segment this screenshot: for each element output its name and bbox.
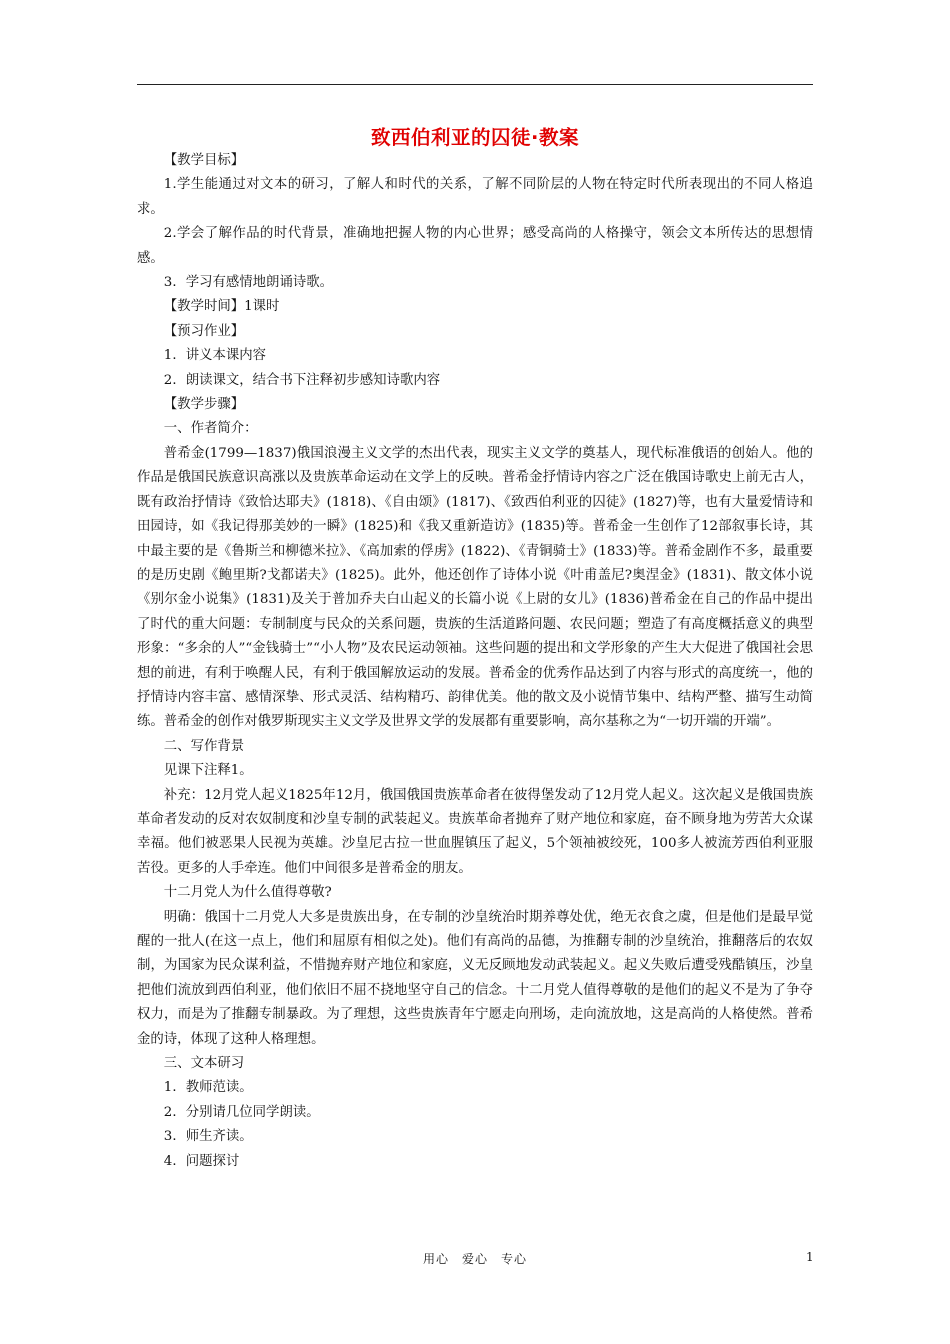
author-paragraph: 普希金(1799—1837)俄国浪漫主义文学的杰出代表，现实主义文学的奠基人，现代标准俄语的创始人。他的作品是俄国民族意识高涨以及贵族革命运动在文学上的反映。普希金抒情诗内容之广泛在俄国诗歌史上前无古人，既有政治抒情诗《致恰达耶夫》(1818)、《自由颂》(1817)、《致西伯利亚的囚徒》(1827)等，也有大量爱情诗和田园诗，如《我记得那美妙的一瞬》(1825)和《我又重新造访》(1835)等。普希金一生创作了12部叙事长诗，其中最主要的是《鲁斯兰和柳德米拉》、《高加索的俘虏》(1822)、《青铜骑士》(1833)等。普希金剧作不多，最重要的是历史剧《鲍里斯?戈都诺夫》(1825)。此外，他还创作了诗体小说《叶甫盖尼?奥涅金》(1831)、散文体小说《别尔金小说集》(1831)及关于普加乔夫白山起义的长篇小说《上尉的女儿》(1836)普希金在自己的作品中提出了时代的重大问题：专制制度与民众的关系问题，贵族的生活道路问题、农民问题；塑造了有高度概括意义的典型形象：“多余的人”“金钱骑士”“小人物”及农民运动领袖。这些问题的提出和文学形象的产生大大促进了俄国社会思想的前进，有利于唤醒人民，有利于俄国解放运动的发展。普希金的优秀作品达到了内容与形式的高度统一，他的抒情诗内容丰富、感情深挚、形式灵活、结构精巧、韵律优美。他的散文及小说情节集中、结构严整、描写生动简练。普希金的创作对俄罗斯现实主义文学及世界文学的发展都有重要影响，高尔基称之为“一切开端的开端”。 (137, 445, 813, 730)
subheading-background: 二、写作背景 (163, 738, 245, 754)
goal-item-3: 3．学习有感情地朗诵诗歌。 (163, 275, 334, 291)
preview-item-1: 1．讲义本课内容 (163, 348, 267, 364)
page-number: 1 (806, 1250, 814, 1264)
section-heading-goals: 【教学目标】 (163, 153, 245, 168)
study-item-1: 1．教师范读。 (163, 1080, 253, 1096)
supplement-paragraph: 补充：12月党人起义1825年12月，俄国俄国贵族革命者在彼得堡发动了12月党人起义。这次起义是俄国贵族革命者发动的反对农奴制度和沙皇专制的武装起义。贵族革命者抛弃了财产地位和家庭，奋不顾身地为劳苦大众谋幸福。他们被恶果人民视为英雄。沙皇尼古拉一世血腥镇压了起义，5个领袖被绞死，100多人被流芳西伯利亚服苦役。更多的人手牵连。他们中间很多是普希金的朋友。 (137, 787, 813, 876)
document-title: 致西伯利亚的囚徒·教案 (371, 126, 579, 149)
study-item-4: 4．问题探讨 (163, 1153, 240, 1169)
goal-item-2: 2.学会了解作品的时代背景，准确地把握人物的内心世界；感受高尚的人格操守，领会文本所传达的思想情感。 (137, 226, 813, 266)
section-heading-steps: 【教学步骤】 (163, 397, 245, 413)
background-note: 见课下注释1。 (163, 763, 253, 779)
subheading-text-study: 三、文本研习 (163, 1056, 245, 1072)
header-rule (137, 84, 813, 85)
goal-item-1: 1.学生能通过对文本的研习，了解人和时代的关系，了解不同阶层的人物在特定时代所表现出的不同人格追求。 (137, 177, 813, 217)
preview-item-2: 2．朗读课文，结合书下注释初步感知诗歌内容 (163, 372, 441, 388)
subheading-author: 一、作者简介： (163, 421, 258, 437)
study-item-2: 2．分别请几位同学朗读。 (163, 1104, 320, 1120)
answer-paragraph: 明确：俄国十二月党人大多是贵族出身，在专制的沙皇统治时期养尊处优，绝无衣食之虞，但是他们是最早觉醒的一批人(在这一点上，他们和屈原有相似之处)。他们有高尚的品德，为推翻专制的沙皇统治，推翻落后的农奴制，为国家为民众谋利益，不惜抛弃财产地位和家庭，义无反顾地发动武装起义。起义失败后遭受残酷镇压，沙皇把他们流放到西伯利亚，他们依旧不屈不挠地坚守自己的信念。十二月党人值得尊敬的是他们的起义不是为了争夺权力，而是为了推翻专制暴政。为了理想，这些贵族青年宁愿走向刑场，走向流放地，这是高尚的人格使然。普希金的诗，体现了这种人格理想。 (137, 909, 813, 1047)
study-item-3: 3．师生齐读。 (163, 1129, 253, 1145)
question-text: 十二月党人为什么值得尊敬? (163, 885, 332, 901)
footer-motto: 用心 爱心 专心 (422, 1252, 527, 1266)
teaching-time: 【教学时间】1课时 (163, 299, 280, 315)
section-heading-preview: 【预习作业】 (163, 323, 245, 339)
document-body (137, 149, 813, 1174)
